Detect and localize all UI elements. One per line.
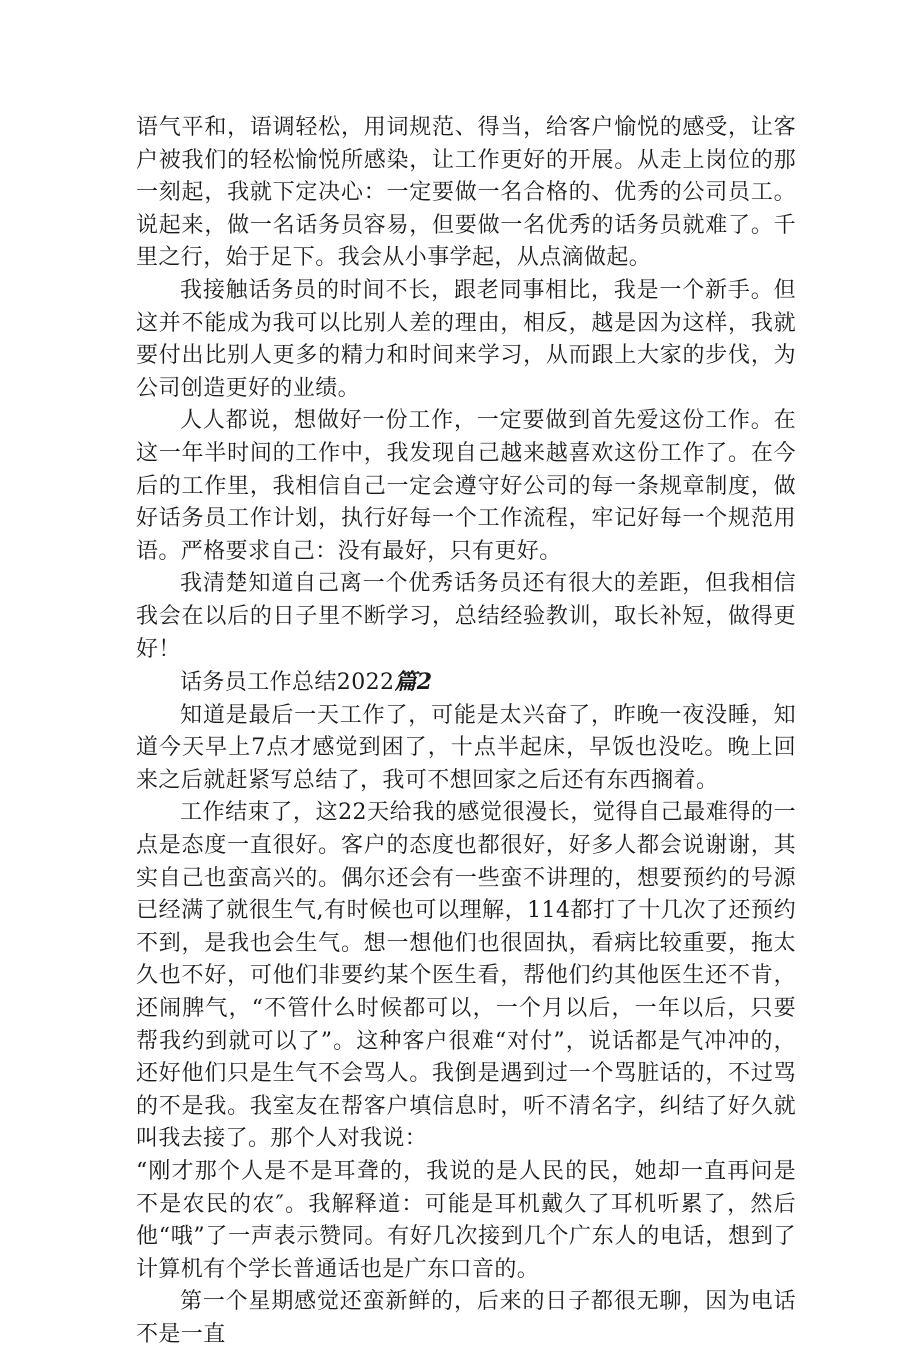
paragraph-1: 语气平和，语调轻松，用词规范、得当，给客户愉悦的感受，让客户被我们的轻松愉悦所感染，让工作更好的开展。从走上岗位的那一刻起，我就下定决心：一定要做一名合格的、优秀的公司员工。说起来，做一名话务员容易，但要做一名优秀的话务员就难了。千里之行，始于足下。我会从小事学起，从点滴做起。 (136, 115, 796, 271)
paragraph-2: 我接触话务员的时间不长，跟老同事相比，我是一个新手。但这并不能成为我可以比别人差的理由，相反，越是因为这样，我就要付出比别人更多的精力和时间来学习，从而跟上大家的步伐，为公司创造更好的业绩。 (136, 277, 796, 401)
section-heading-title: 话务员工作总结2022 (180, 670, 395, 696)
section-heading-number: 篇2 (394, 669, 433, 696)
paragraph-7: “刚才那个人是不是耳聋的，我说的是人民的民，她却一直再问是不是农民的农″。我解释道：可能是耳机戴久了耳机听累了，然后他“哦”了一声表示赞同。有好几次接到几个广东人的电话，想到了计算机有个学长普通话也是广东口音的。 (136, 1159, 796, 1282)
document-body (136, 112, 796, 1352)
paragraph-3: 人人都说，想做好一份工作，一定要做到首先爱这份工作。在这一年半时间的工作中，我发现自己越来越喜欢这份工作了。在今后的工作里，我相信自己一定会遵守好公司的每一条规章制度，做好话务员工作计划，执行好每一个工作流程，牢记好每一个规范用语。严格要求自己：没有最好，只有更好。 (136, 408, 796, 564)
paragraph-5: 知道是最后一天工作了，可能是太兴奋了，昨晚一夜没睡，知道今天早上7点才感觉到困了，十点半起床，早饭也没吃。晚上回来之后就赶紧写总结了，我可不想回家之后还有东西搁着。 (136, 702, 796, 793)
paragraph-4: 我清楚知道自己离一个优秀话务员还有很大的差距，但我相信我会在以后的日子里不断学习，总结经验教训，取长补短，做得更好！ (136, 571, 796, 662)
section-heading (136, 666, 796, 700)
paragraph-8: 第一个星期感觉还蛮新鲜的，后来的日子都很无聊，因为电话不是一直 (136, 1289, 796, 1347)
paragraph-6: 工作结束了，这22天给我的感觉很漫长，觉得自己最难得的一点是态度一直很好。客户的态度也都很好，好多人都会说谢谢，其实自己也蛮高兴的。偶尔还会有一些蛮不讲理的，想要预约的号源已经满了就很生气,有时候也可以理解，114都打了十几次了还预约不到，是我也会生气。想一想他们也很固执，看病比较重要，拖太久也不好，可他们非要约某个医生看，帮他们约其他医生还不肯，还闹脾气，“不管什么时候都可以，一个月以后，一年以后，只要帮我约到就可以了”。这种客户很难“对付”，说话都是气冲冲的，还好他们只是生气不会骂人。我倒是遇到过一个骂脏话的，不过骂的不是我。我室友在帮客户填信息时，听不清名字，纠结了好久就叫我去接了。那个人对我说： (136, 800, 796, 1152)
